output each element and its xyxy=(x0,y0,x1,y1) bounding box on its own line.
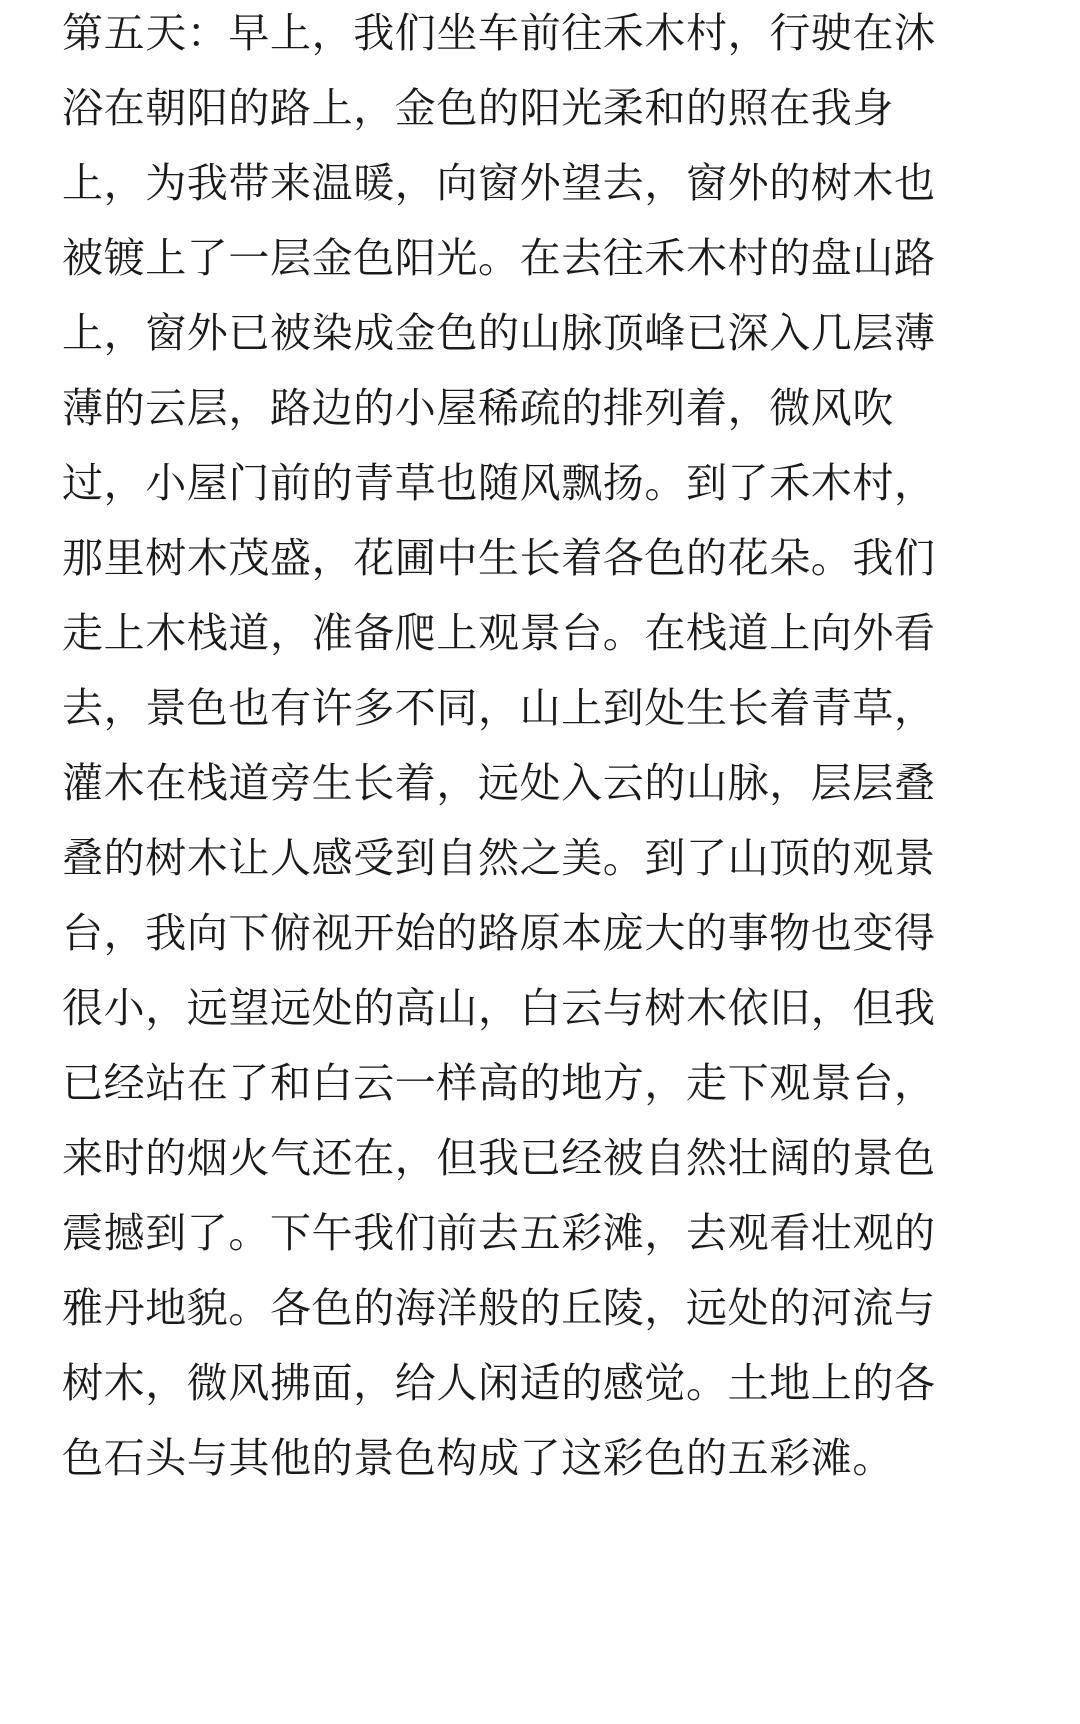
text-line: 第五天：早上，我们坐车前往禾木村，行驶在沐 xyxy=(62,9,936,57)
text-line: 已经站在了和白云一样高的地方，走下观景台， xyxy=(62,1059,936,1107)
text-line: 薄的云层，路边的小屋稀疏的排列着，微风吹 xyxy=(62,384,894,432)
text-line: 走上木栈道，准备爬上观景台。在栈道上向外看 xyxy=(62,609,936,657)
text-line: 叠的树木让人感受到自然之美。到了山顶的观景 xyxy=(62,834,936,882)
text-line: 震撼到了。下午我们前去五彩滩，去观看壮观的 xyxy=(62,1209,936,1257)
text-line: 灌木在栈道旁生长着，远处入云的山脉，层层叠 xyxy=(62,759,936,807)
text-line: 那里树木茂盛，花圃中生长着各色的花朵。我们 xyxy=(62,534,936,582)
text-line: 被镀上了一层金色阳光。在去往禾木村的盘山路 xyxy=(62,234,936,282)
text-line: 树木，微风拂面，给人闲适的感觉。土地上的各 xyxy=(62,1359,936,1407)
text-line: 来时的烟火气还在，但我已经被自然壮阔的景色 xyxy=(62,1134,936,1182)
text-line: 色石头与其他的景色构成了这彩色的五彩滩。 xyxy=(62,1434,894,1482)
article-text xyxy=(62,0,1022,1496)
text-line: 上，为我带来温暖，向窗外望去，窗外的树木也 xyxy=(62,159,936,207)
text-line: 很小，远望远处的高山，白云与树木依旧，但我 xyxy=(62,984,936,1032)
text-line: 去，景色也有许多不同，山上到处生长着青草， xyxy=(62,684,936,732)
text-line: 过，小屋门前的青草也随风飘扬。到了禾木村， xyxy=(62,459,936,507)
text-line: 台，我向下俯视开始的路原本庞大的事物也变得 xyxy=(62,909,936,957)
text-line: 上，窗外已被染成金色的山脉顶峰已深入几层薄 xyxy=(62,309,936,357)
text-line: 雅丹地貌。各色的海洋般的丘陵，远处的河流与 xyxy=(62,1284,936,1332)
text-line: 浴在朝阳的路上，金色的阳光柔和的照在我身 xyxy=(62,84,894,132)
